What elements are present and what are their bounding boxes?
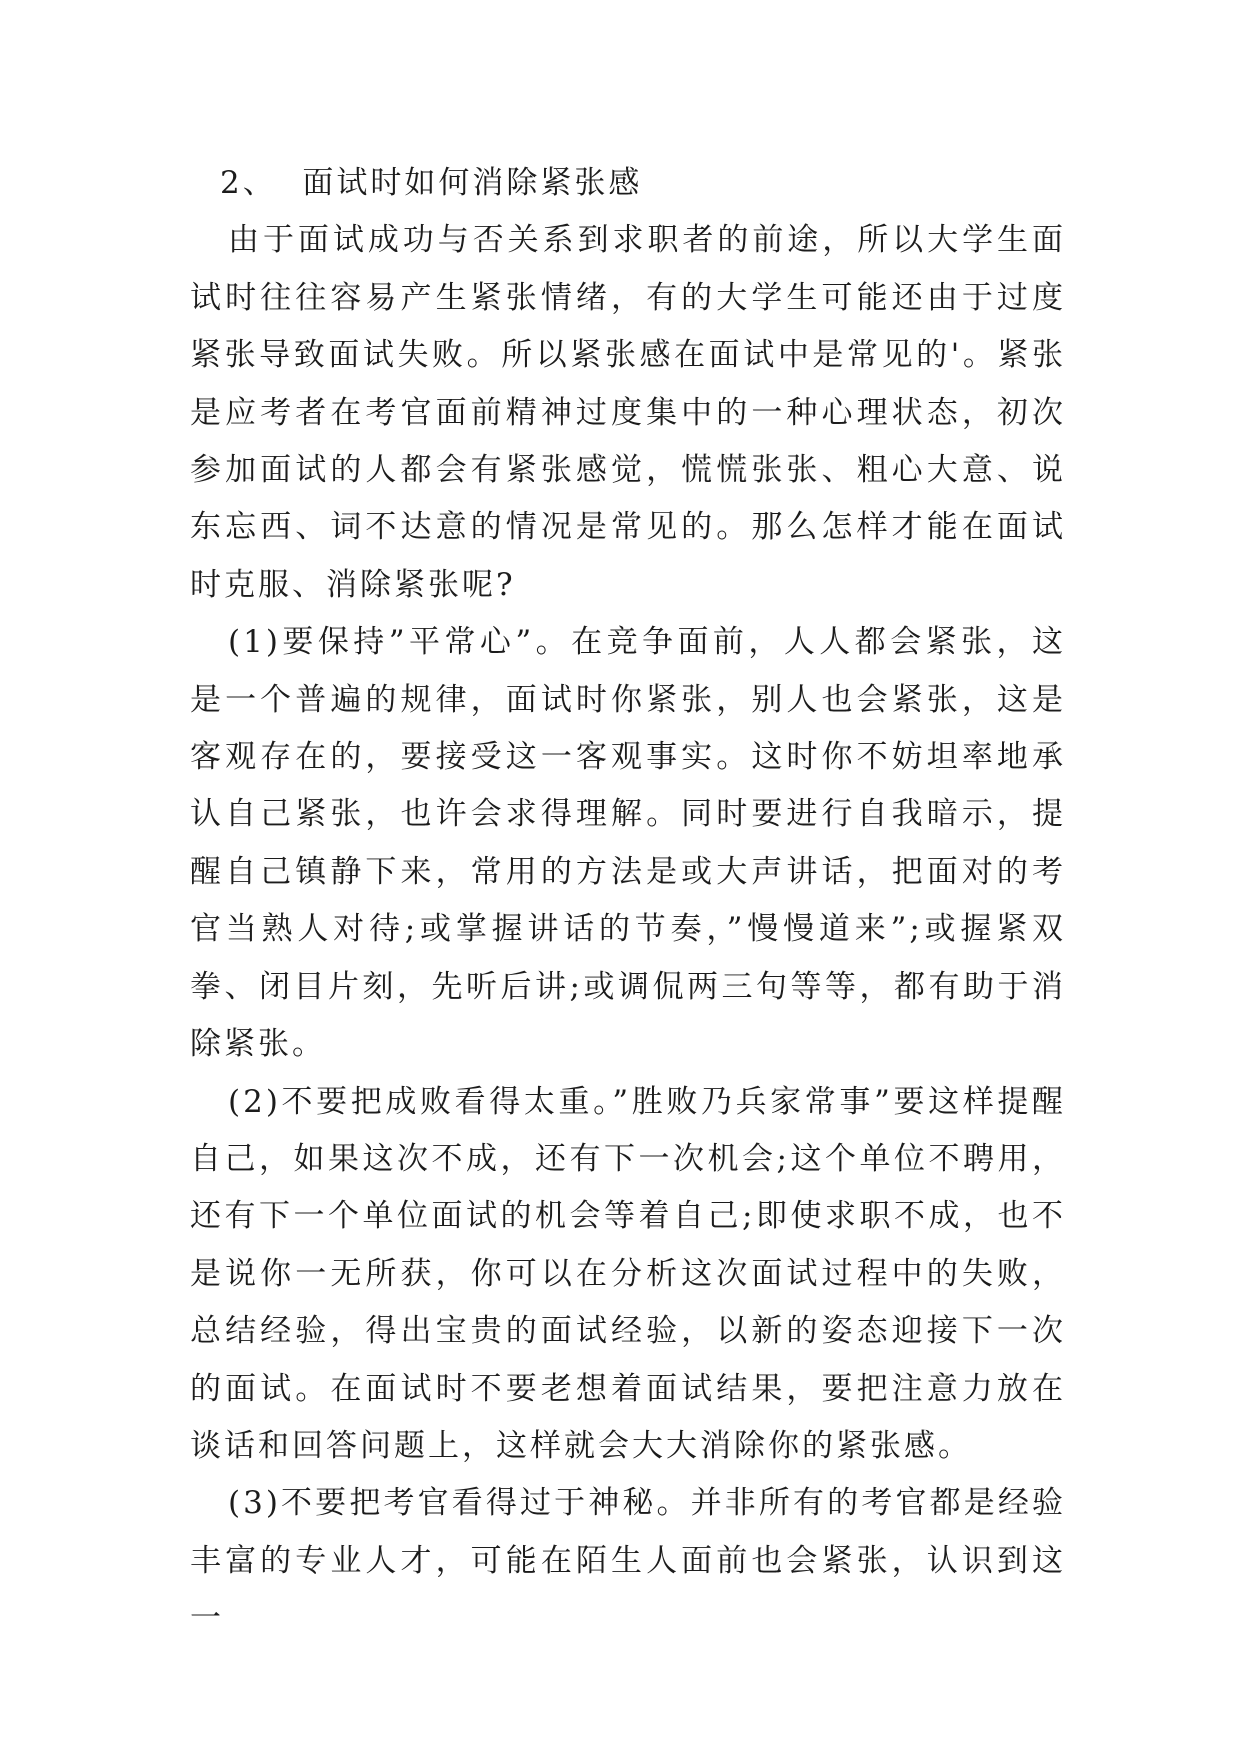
paragraph-point-2: (2)不要把成败看得太重。”胜败乃兵家常事”要这样提醒自己，如果这次不成，还有下一次机会;这个单位不聘用，还有下一个单位面试的机会等着自己;即使求职不成，也不是说你一无所获，你可以在分析这次面试过程中的失败，总结经验，得出宝贵的面试经验，以新的姿态迎接下一次的面试。在面试时不要老想着面试结果，要把注意力放在谈话和回答问题上，这样就会大大消除你的紧张感。 — [190, 1083, 1066, 1464]
document-body — [190, 155, 1066, 1648]
paragraph-point-1: (1)要保持”平常心”。在竞争面前，人人都会紧张，这是一个普遍的规律，面试时你紧张，别人也会紧张，这是客观存在的，要接受这一客观事实。这时你不妨坦率地承认自己紧张，也许会求得理解。同时要进行自我暗示，提醒自己镇静下来，常用的方法是或大声讲话，把面对的考官当熟人对待;或掌握讲话的节奏，”慢慢道来”;或握紧双拳、闭目片刻，先听后讲;或调侃两三句等等，都有助于消除紧张。 — [190, 624, 1066, 1063]
paragraph-point-3: (3)不要把考官看得过于神秘。并非所有的考官都是经验丰富的专业人才，可能在陌生人面前也会紧张，认识到这一 — [190, 1485, 1066, 1637]
paragraph-intro: 由于面试成功与否关系到求职者的前途，所以大学生面试时往往容易产生紧张情绪，有的大学生可能还由于过度紧张导致面试失败。所以紧张感在面试中是常见的'。紧张是应考者在考官面前精神过度集中的一种心理状态，初次参加面试的人都会有紧张感觉，慌慌张张、粗心大意、说东忘西、词不达意的情况是常见的。那么怎样才能在面试时克服、消除紧张呢? — [190, 222, 1066, 603]
section-heading: 2、 面试时如何消除紧张感 — [220, 165, 643, 201]
